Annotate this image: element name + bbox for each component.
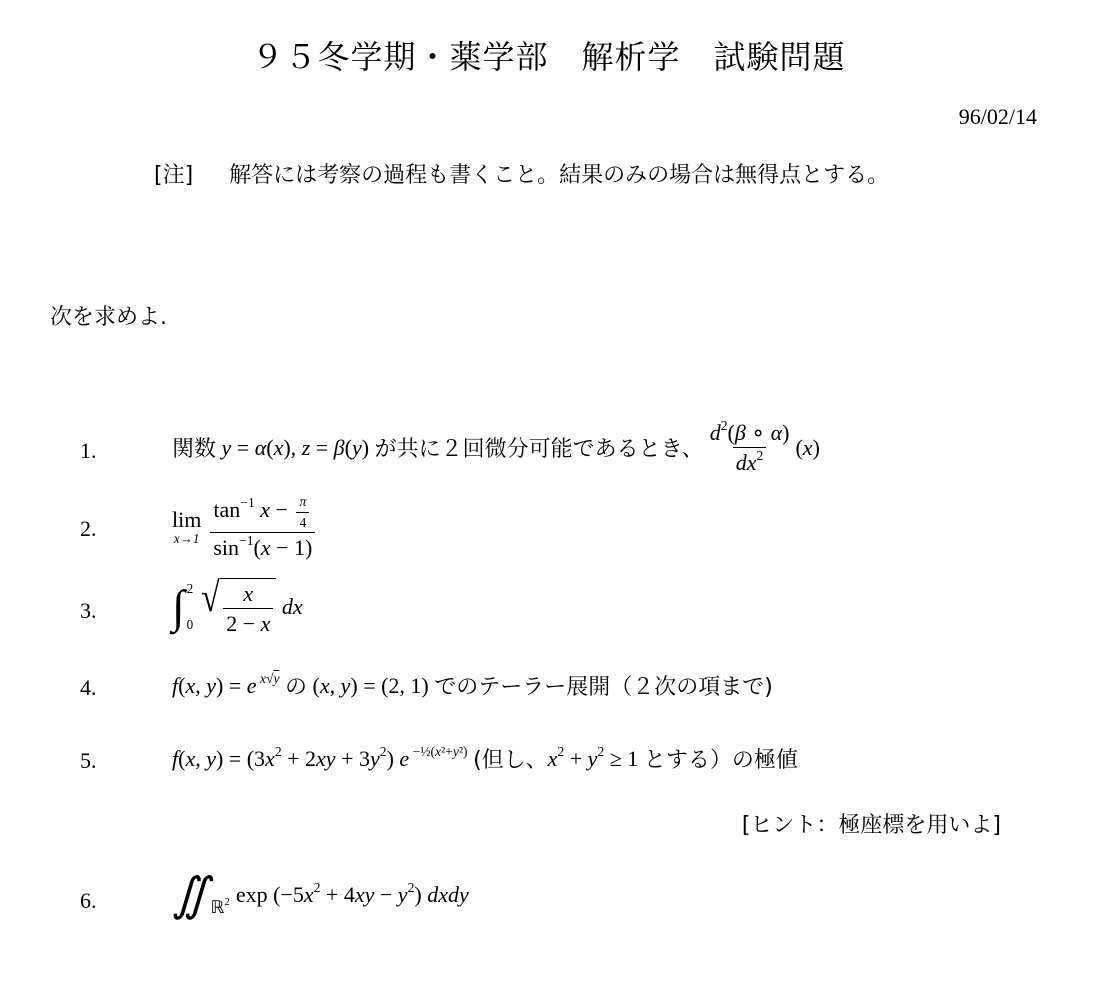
note-label: [注] (154, 163, 194, 188)
problem-number-6: 6. (80, 888, 97, 913)
problem-5-function: f(x, $y) = (3x^2 + 2xy + 3y^2)$ e $^{-\frac{1}{2}(x^2+y^2)}$ (172, 743, 468, 771)
problem-4-text2: でのテーラー展開（２次の項まで) (434, 675, 773, 700)
problem-5-text1: (但し、 (473, 748, 548, 773)
problem-3-fraction: $\frac{x}{2 - x}$ (223, 581, 273, 637)
exam-date: 96/02/14 (958, 104, 1037, 129)
problem-5-text2: とする）の極値 (643, 748, 798, 773)
problem-6-integrand: $\exp (-5x^2 + 4xy - y^2)$ dxdy (235, 879, 469, 908)
problem-5-condition: $x^2 + y^2 \ge 1$ (547, 743, 644, 771)
integral-sign: ∫ (172, 581, 185, 633)
problem-number-3: 3. (80, 598, 97, 623)
problem-4-function: f(x, y) = e $^{x√y}$ (172, 670, 280, 698)
problem-6 (172, 869, 469, 920)
problem-intro: 次を求めよ. (50, 305, 167, 330)
problem-number-5: 5. (80, 748, 97, 773)
problem-1-lead: 関数 (172, 437, 217, 463)
double-integral-sign: ∬ (172, 869, 209, 920)
problem-2-fraction: $\tan^{-1} x$ − $\frac{\pi}{4}$ $\sin^{-1}(x - 1)$ (210, 494, 315, 561)
problem-number-2: 2. (80, 516, 97, 541)
problem-2-limit: lim x→1 (172, 506, 202, 547)
integral-limits: 2 0 (186, 581, 194, 633)
problem-2 (172, 494, 318, 561)
problem-4-point: (x, y) = (2, 1) (307, 672, 435, 698)
problem-3: ∫ 2 0 √ $\frac{x}{2 - x}$ dx (172, 575, 303, 637)
problem-number-1: 1. (80, 438, 97, 463)
problem-4 (172, 670, 773, 701)
problem-5-hint: [ヒント：極座標を用いよ] (741, 813, 1001, 838)
problem-1-mid: が共に２回微分可能であるとき、 (374, 437, 704, 463)
problem-number-4: 4. (80, 675, 97, 700)
problem-6-domain: ℝ$^2$ (210, 895, 230, 917)
problem-5 (172, 743, 798, 774)
page-title: ９５冬学期・薬学部 解析学 試験問題 (251, 38, 846, 76)
note-text: 解答には考察の過程も書くこと。結果のみの場合は無得点とする。 (229, 163, 890, 188)
problem-4-text1: の (285, 675, 308, 700)
problem-3-sqrt: √ $\frac{x}{2 - x}$ (199, 578, 276, 637)
problem-1-formula-a: y = α(x), z = β(y) (221, 434, 375, 460)
instructions-note (154, 158, 889, 189)
problem-1: 関数 y = α(x), z = β(y) が共に２回微分可能であるとき、 $\frac{d^2(\beta \circ \alpha)}{dx^2}$ (x) (172, 417, 820, 476)
problem-1-derivative: $\frac{d^2(\beta \circ \alpha)}{dx^2}$ (709, 417, 790, 476)
